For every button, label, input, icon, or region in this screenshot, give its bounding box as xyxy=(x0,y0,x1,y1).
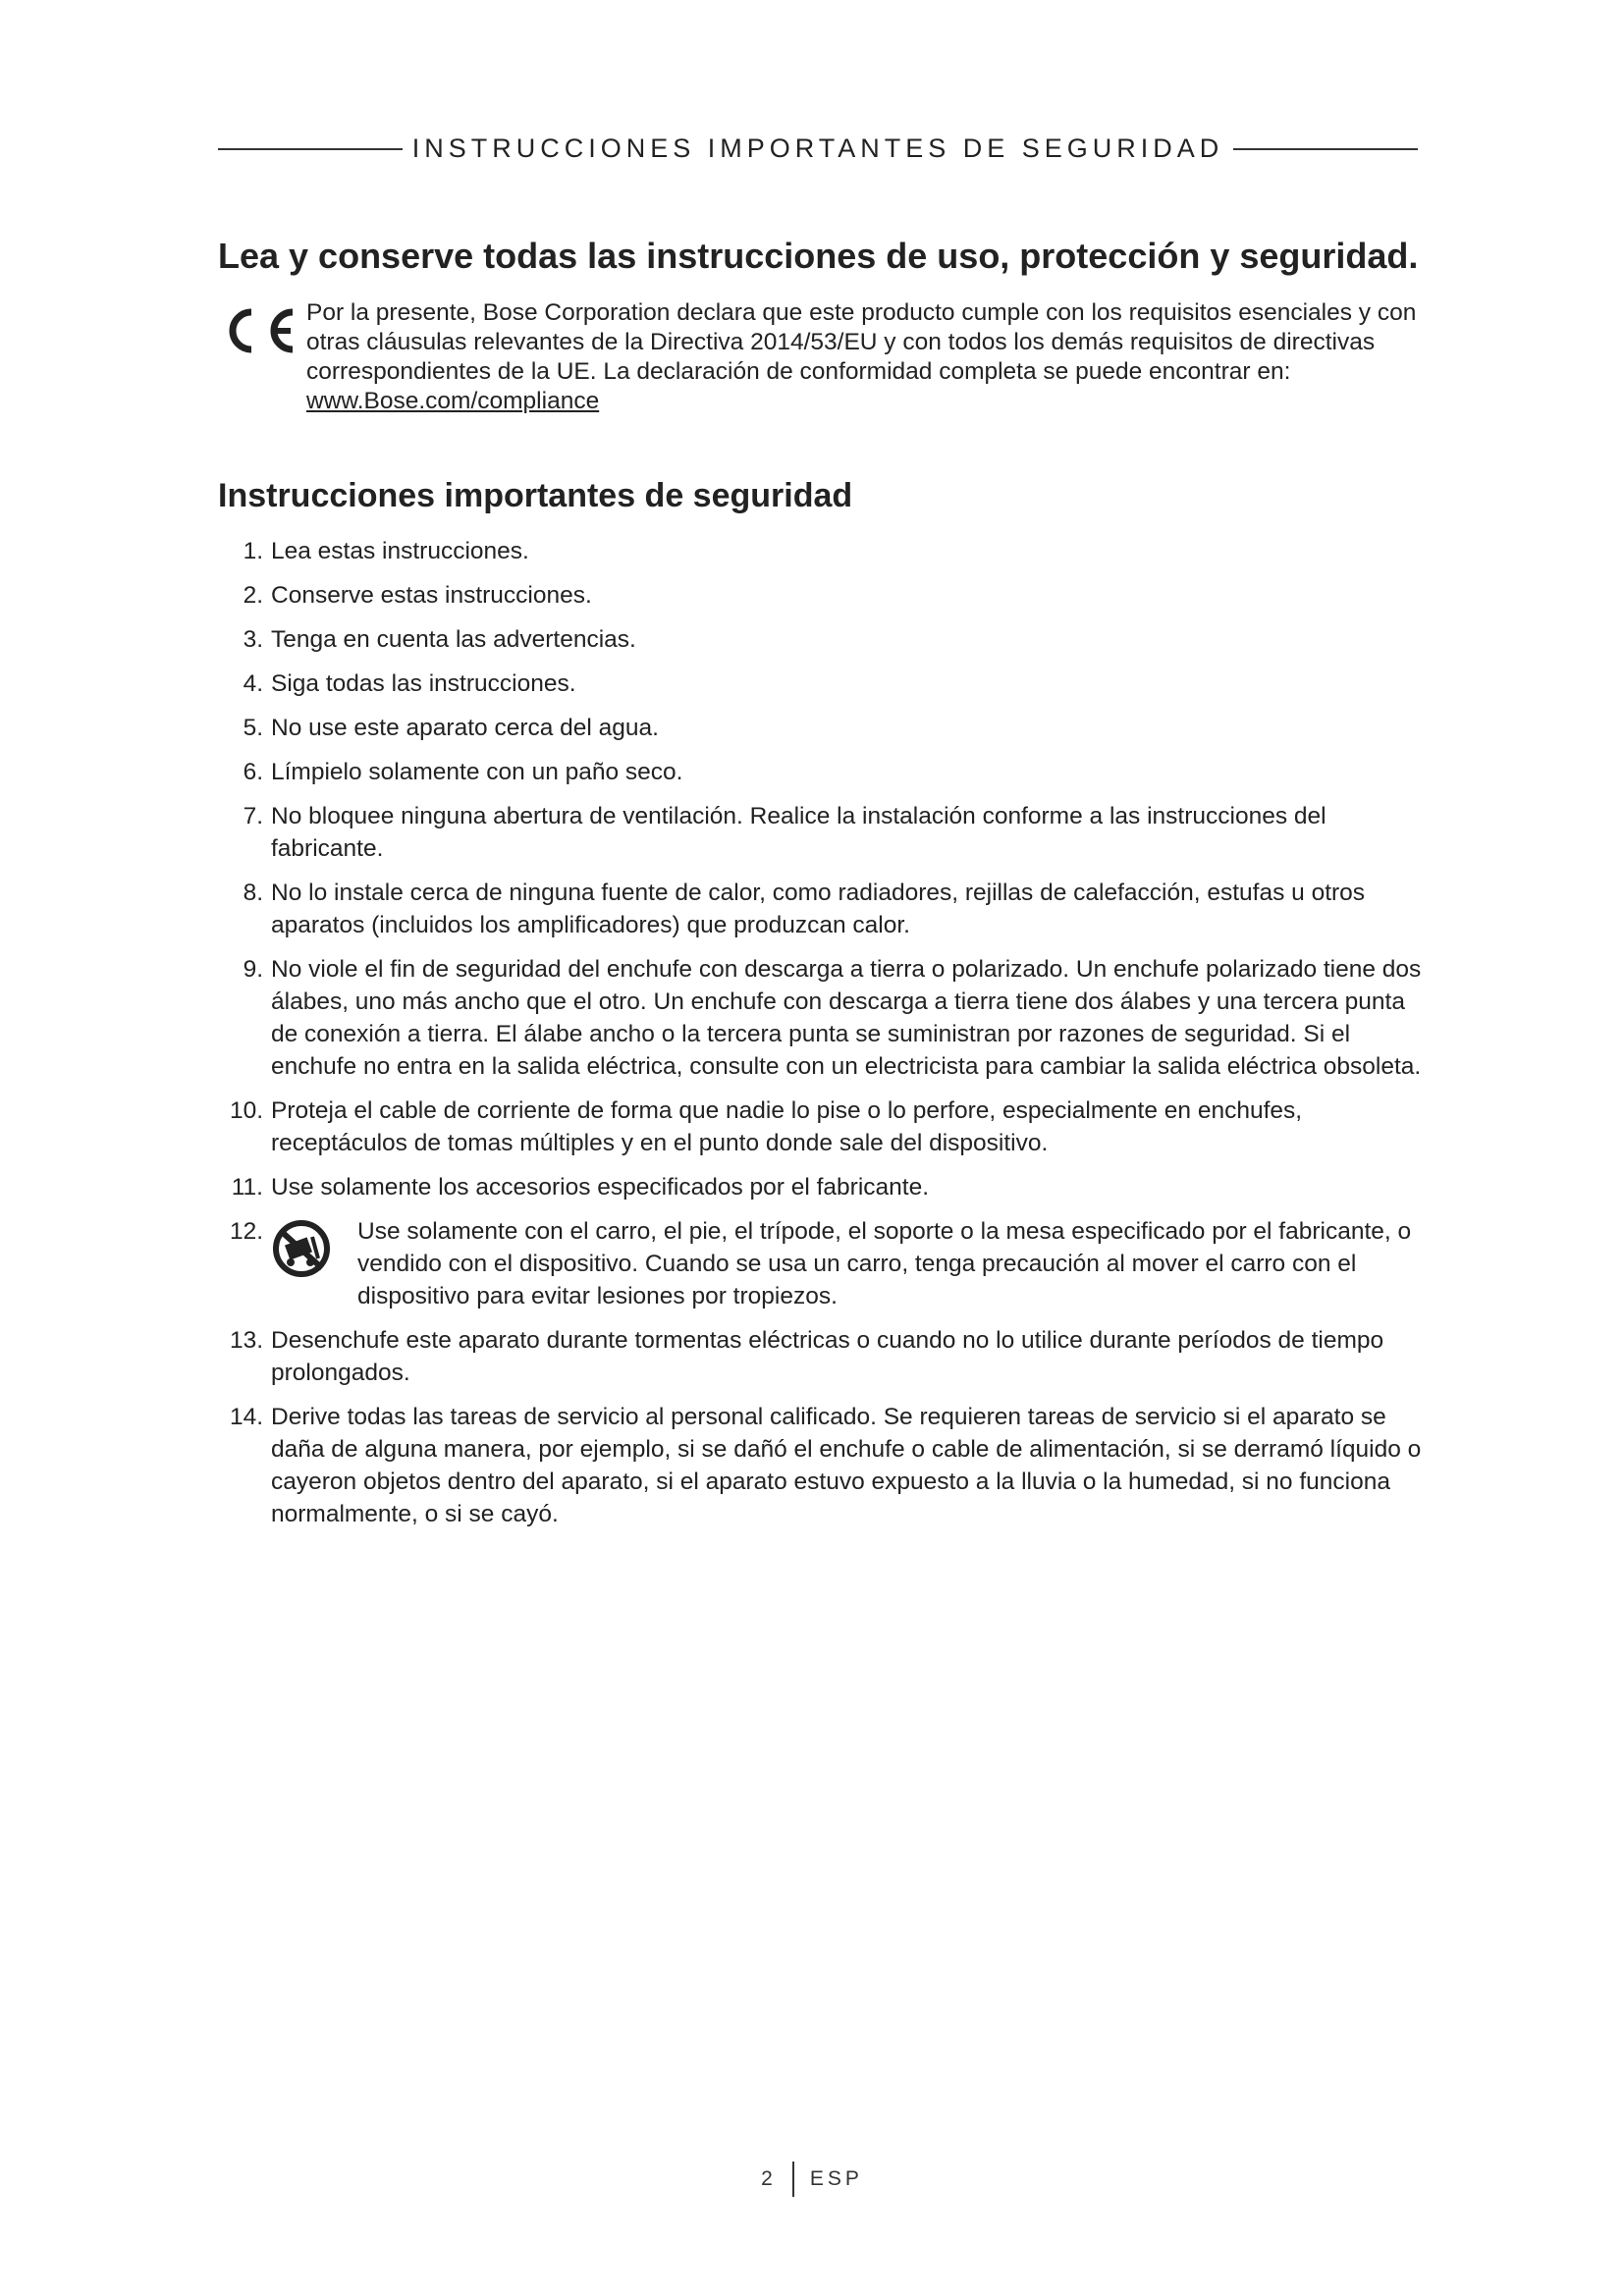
page-header xyxy=(218,133,1418,164)
header-title: INSTRUCCIONES IMPORTANTES DE SEGURIDAD xyxy=(411,133,1224,163)
list-item: 1. Lea estas instrucciones. xyxy=(243,538,529,564)
intro-heading: Lea y conserve todas las instrucciones de uso, protección y seguridad. xyxy=(218,236,1419,276)
page-number: 2 xyxy=(761,2167,777,2190)
safety-heading: Instrucciones importantes de seguridad xyxy=(218,477,853,514)
ce-declaration xyxy=(306,298,1426,416)
list-item: 5. No use este aparato cerca del agua. xyxy=(243,715,659,741)
list-item: 4. Siga todas las instrucciones. xyxy=(243,670,576,697)
footer-divider xyxy=(792,2162,794,2197)
list-item: 2. Conserve estas instrucciones. xyxy=(243,582,592,609)
language-code: ESP xyxy=(809,2167,863,2190)
ce-declaration-text: Por la presente, Bose Corporation declara que este producto cumple con los requisitos esenciales y con otras cláusulas relevantes de la Directiva 2014/53/EU y con todos los demás requisitos de directivas correspondientes de la UE. La declaración de conformidad completa se puede encontrar en: xyxy=(306,299,1417,385)
list-item: 10. Proteja el cable de corriente de forma que nadie lo pise o lo perfore, especialmente en enchufes, receptáculos de tomas múltiples y en el punto donde sale del dispositivo. xyxy=(229,1097,1303,1156)
safety-list xyxy=(218,535,1426,1530)
ce-mark-icon xyxy=(216,306,298,355)
list-item: 7. No bloquee ninguna abertura de ventilación. Realice la instalación conforme a las instrucciones del fabricante. xyxy=(243,803,1326,862)
cart-warning-icon xyxy=(269,1219,334,1278)
compliance-link[interactable]: www.Bose.com/compliance xyxy=(306,388,600,414)
header-rule-right xyxy=(1233,148,1418,150)
list-item: 9. No viole el fin de seguridad del enchufe con descarga a tierra o polarizado. Un enchufe polarizado tiene dos álabes, uno más ancho que el otro. Un enchufe con descarga a tierra tiene dos álabes y una tercera punta de conexión a tierra. El álabe ancho o la tercera punta se suministran por razones de seguridad. Si el enchufe no entra en la salida eléctrica, consulte con un electricista para cambiar la salida eléctrica obsoleta. xyxy=(243,956,1422,1080)
page-footer xyxy=(0,2162,1624,2197)
header-rule-left xyxy=(218,148,403,150)
list-item: 3. Tenga en cuenta las advertencias. xyxy=(243,626,636,653)
list-item: 6. Límpielo solamente con un paño seco. xyxy=(243,759,683,785)
list-item: 8. No lo instale cerca de ninguna fuente de calor, como radiadores, rejillas de calefacción, estufas u otros aparatos (incluidos los amplificadores) que produzcan calor. xyxy=(243,880,1366,938)
list-item: 13. Desenchufe este aparato durante tormentas eléctricas o cuando no lo utilice durante períodos de tiempo prolongados. xyxy=(229,1327,1384,1386)
list-item: 12. Use solamente con el carro, el pie, el trípode, el soporte o la mesa especificado por el fabricante, o vendido con el dispositivo. Cuando se usa un carro, tenga precaución al mover el carro con el dispositivo para evitar lesiones por tropiezos. xyxy=(229,1218,1412,1309)
list-item: 11. Use solamente los accesorios especificados por el fabricante. xyxy=(231,1174,930,1201)
list-item: 14. Derive todas las tareas de servicio al personal calificado. Se requieren tareas de servicio si el aparato se daña de alguna manera, por ejemplo, si se dañó el enchufe o cable de alimentación, si se derramó líquido o cayeron objetos dentro del aparato, si el aparato estuvo expuesto a la lluvia o la humedad, si no funciona normalmente, o si se cayó. xyxy=(229,1404,1422,1527)
